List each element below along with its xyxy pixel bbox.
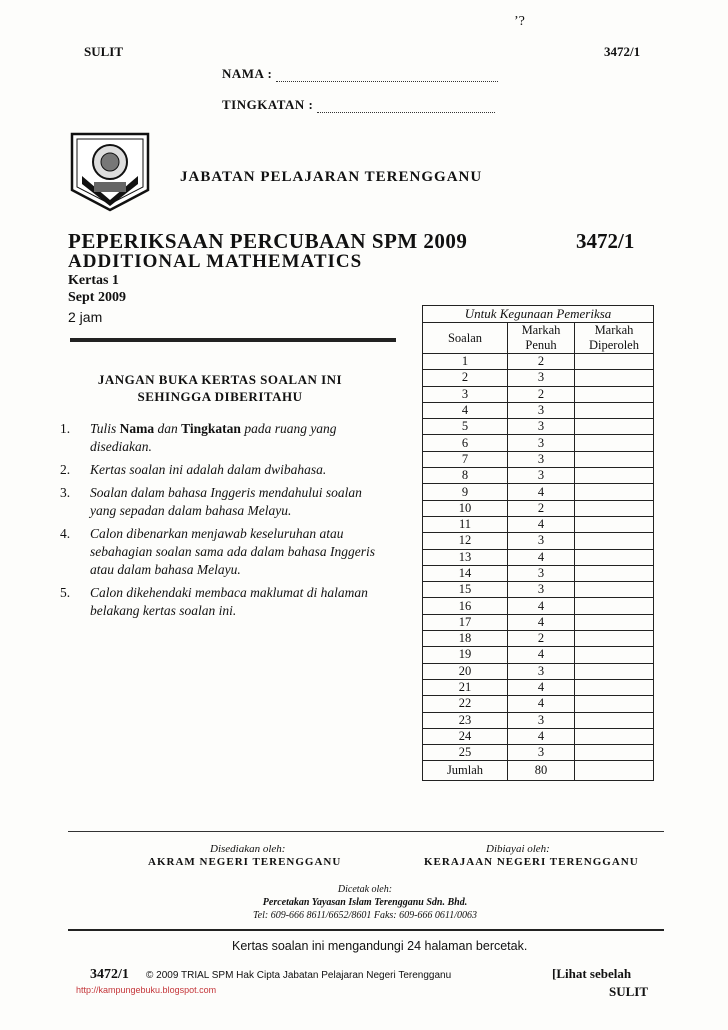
prepared-label: Disediakan oleh: [210,843,286,855]
full-marks: 3 [508,370,575,386]
marks-table-caption: Untuk Kegunaan Pemeriksa [423,306,654,323]
instruction-number: 2. [60,462,71,477]
marks-obtained-cell [575,451,654,467]
paper-number: Kertas 1 [68,273,119,288]
instruction-text: Kertas soalan ini adalah dalam dwibahasa. [90,462,327,477]
question-number: 17 [423,614,508,630]
question-number: 3 [423,386,508,402]
question-number: 4 [423,402,508,418]
full-marks: 4 [508,696,575,712]
instruction-item [60,484,390,520]
full-marks: 3 [508,468,575,484]
marks-row [423,631,654,647]
instruction-text: dan [154,421,182,436]
full-marks: 2 [508,631,575,647]
question-number: 12 [423,533,508,549]
marks-row [423,484,654,500]
footer-copyright: © 2009 TRIAL SPM Hak Cipta Jabatan Pelajaran Negeri Terengganu [146,970,452,981]
header-sulit: SULIT [84,44,124,59]
marks-obtained-cell [575,614,654,630]
marks-row [423,565,654,581]
full-marks: 4 [508,598,575,614]
question-number: 18 [423,631,508,647]
marks-obtained-cell [575,679,654,695]
footer-url[interactable]: http://kampungebuku.blogspot.com [76,985,217,995]
instruction-item [60,420,390,456]
duration: 2 jam [68,309,103,325]
header-code: 3472/1 [604,44,641,59]
instruction-item [60,584,390,620]
marks-obtained-cell [575,435,654,451]
question-number: 2 [423,370,508,386]
marks-row [423,451,654,467]
marks-row [423,533,654,549]
full-marks: 3 [508,451,575,467]
col-marks-obtained: Markah Diperoleh [575,323,654,354]
marks-obtained-cell [575,370,654,386]
instruction-item [60,461,390,479]
full-marks: 3 [508,582,575,598]
col-question: Soalan [423,323,508,354]
exam-title: PEPERIKSAAN PERCUBAAN SPM 2009 [68,229,468,253]
corner-mark: ʼ? [514,14,525,29]
instructions-list [60,420,390,625]
full-marks: 4 [508,484,575,500]
question-number: 15 [423,582,508,598]
class-line [317,101,495,113]
marks-obtained-cell [575,663,654,679]
full-marks: 4 [508,614,575,630]
name-field [222,66,498,82]
full-marks: 3 [508,663,575,679]
full-marks: 4 [508,679,575,695]
footer-rule-top [68,831,664,832]
funded-label: Dibiayai oleh: [486,843,550,855]
instruction-text: Tulis [90,421,120,436]
instruction-number: 3. [60,485,71,500]
question-number: 7 [423,451,508,467]
marks-row [423,370,654,386]
question-number: 19 [423,647,508,663]
marks-obtained-cell [575,565,654,581]
full-marks: 4 [508,647,575,663]
funded-by: KERAJAAN NEGERI TERENGGANU [424,856,639,868]
department-name: JABATAN PELAJARAN TERENGGANU [180,169,483,185]
marks-obtained-cell [575,354,654,370]
question-number: 22 [423,696,508,712]
marks-obtained-cell [575,745,654,761]
full-marks: 3 [508,565,575,581]
question-number: 25 [423,745,508,761]
marks-row [423,500,654,516]
page-count: Kertas soalan ini mengandungi 24 halaman bercetak. [232,939,528,953]
exam-date: Sept 2009 [68,290,126,305]
printer-contact: Tel: 609-666 8611/6652/8601 Faks: 609-666 0611/0063 [253,910,477,921]
question-number: 1 [423,354,508,370]
instruction-number: 5. [60,585,71,600]
footer-sulit: SULIT [609,984,649,999]
question-number: 10 [423,500,508,516]
marks-row [423,679,654,695]
marks-obtained-cell [575,516,654,532]
footer-next-page: [Lihat sebelah [552,966,632,981]
warning-line-1: JANGAN BUKA KERTAS SOALAN INI [97,372,343,387]
marks-obtained-cell [575,549,654,565]
marks-row [423,468,654,484]
full-marks: 3 [508,435,575,451]
class-label: TINGKATAN : [222,97,314,112]
marks-obtained-cell [575,712,654,728]
instruction-text: Soalan dalam bahasa Inggeris mendahului soalan yang sepadan dalam bahasa Melayu. [90,485,362,518]
question-number: 13 [423,549,508,565]
marks-obtained-cell [575,484,654,500]
marks-row [423,516,654,532]
warning-line-2: SEHINGGA DIBERITAHU [137,389,303,404]
instruction-text: Calon dibenarkan menjawab keseluruhan atau sebahagian soalan sama ada dalam bahasa Inggeris atau dalam bahasa Melayu. [90,526,376,577]
instruction-item [60,525,390,579]
divider [70,338,396,342]
marks-row [423,419,654,435]
department-logo [68,130,152,214]
marks-obtained-cell [575,582,654,598]
question-number: 5 [423,419,508,435]
total-label: Jumlah [423,761,508,781]
total-obtained-cell [575,761,654,781]
marks-obtained-cell [575,386,654,402]
marks-obtained-cell [575,419,654,435]
printed-label: Dicetak oleh: [337,884,393,895]
instruction-bold: Tingkatan [181,421,241,436]
full-marks: 2 [508,500,575,516]
total-value: 80 [508,761,575,781]
full-marks: 2 [508,386,575,402]
instruction-text: Calon dikehendaki membaca maklumat di halaman belakang kertas soalan ini. [90,585,368,618]
marks-row [423,598,654,614]
marks-obtained-cell [575,402,654,418]
name-label: NAMA : [222,66,273,81]
marks-row [423,728,654,744]
name-line [276,70,498,82]
instruction-number: 1. [60,421,71,436]
question-number: 6 [423,435,508,451]
full-marks: 4 [508,728,575,744]
marks-row [423,435,654,451]
marks-obtained-cell [575,647,654,663]
marks-row [423,402,654,418]
printer-name: Percetakan Yayasan Islam Terengganu Sdn. Bhd. [262,897,468,908]
marks-obtained-cell [575,500,654,516]
marks-table [422,305,654,781]
full-marks: 3 [508,402,575,418]
question-number: 8 [423,468,508,484]
marks-obtained-cell [575,468,654,484]
footer-code: 3472/1 [90,967,129,982]
marks-obtained-cell [575,598,654,614]
instruction-bold: Nama [119,421,155,436]
instruction-number: 4. [60,526,71,541]
marks-obtained-cell [575,696,654,712]
prepared-by: AKRAM NEGERI TERENGGANU [148,856,342,868]
marks-obtained-cell [575,728,654,744]
question-number: 11 [423,516,508,532]
subject-title: ADDITIONAL MATHEMATICS [68,251,363,272]
marks-obtained-cell [575,533,654,549]
instruction-text: pada ruang yang disediakan. [90,421,337,454]
question-number: 14 [423,565,508,581]
full-marks: 3 [508,419,575,435]
full-marks: 3 [508,712,575,728]
class-field [222,97,495,113]
marks-row [423,386,654,402]
marks-row [423,582,654,598]
marks-row [423,696,654,712]
question-number: 23 [423,712,508,728]
full-marks: 3 [508,745,575,761]
col-full-marks: Markah Penuh [508,323,575,354]
marks-row [423,663,654,679]
question-number: 20 [423,663,508,679]
question-number: 9 [423,484,508,500]
question-number: 16 [423,598,508,614]
full-marks: 4 [508,549,575,565]
question-number: 21 [423,679,508,695]
marks-row [423,647,654,663]
full-marks: 3 [508,533,575,549]
marks-row [423,614,654,630]
marks-row [423,549,654,565]
marks-row [423,712,654,728]
marks-obtained-cell [575,631,654,647]
marks-row [423,354,654,370]
footer-rule-bottom [68,929,664,931]
question-number: 24 [423,728,508,744]
marks-row [423,745,654,761]
full-marks: 2 [508,354,575,370]
exam-code: 3472/1 [576,229,635,253]
full-marks: 4 [508,516,575,532]
